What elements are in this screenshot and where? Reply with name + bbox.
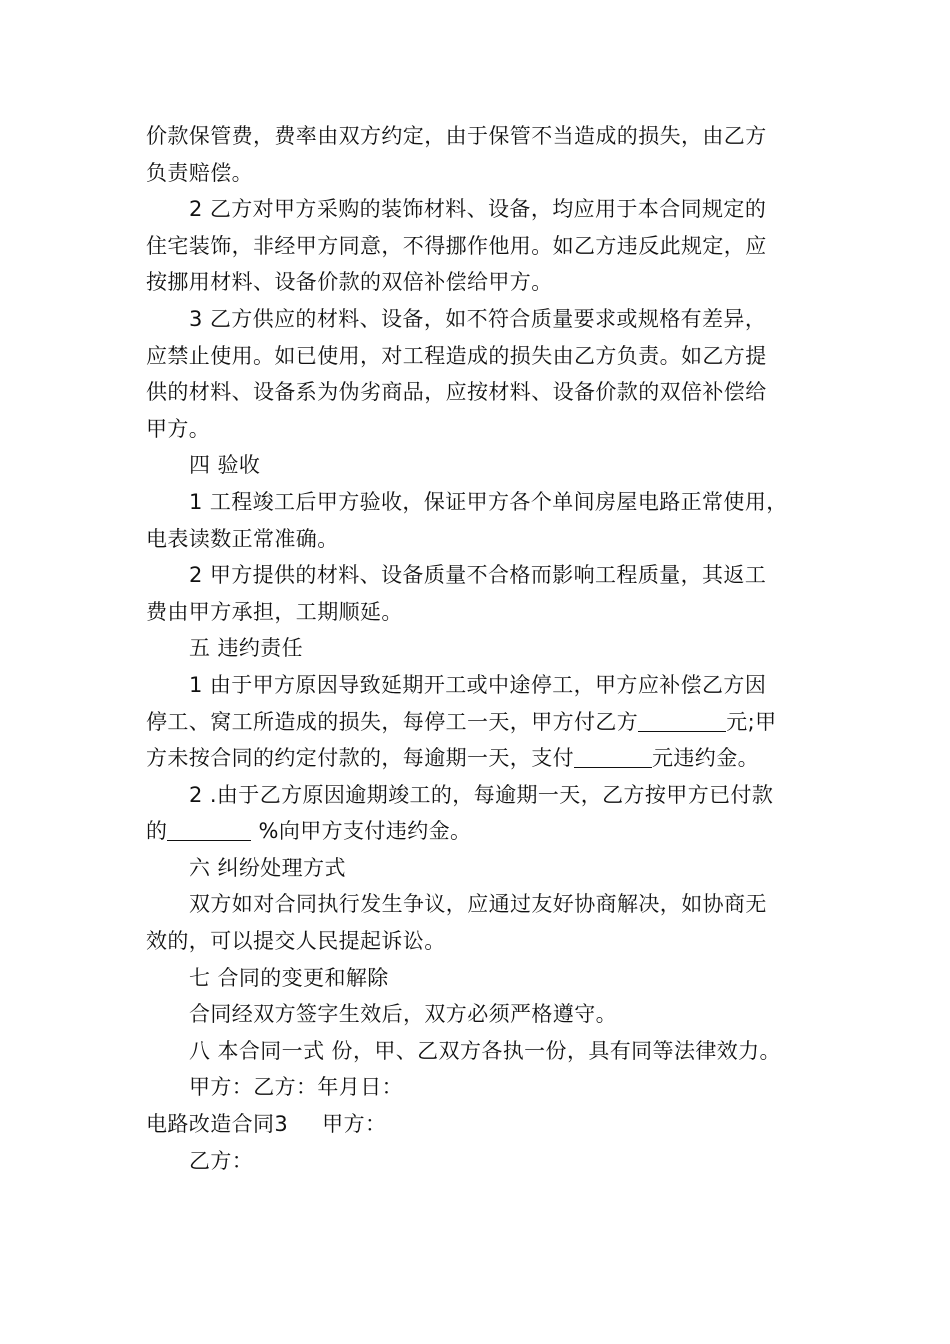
text-line: 费由甲方承担，工期顺延。: [146, 599, 403, 624]
text-line: 1 由于甲方原因导致延期开工或中途停工，甲方应补偿乙方因: [189, 672, 767, 697]
text-fragment: 的: [146, 819, 168, 844]
section-heading: 七 合同的变更和解除: [189, 965, 389, 990]
text-fragment: 方未按合同的约定付款的，每逾期一天，支付: [146, 746, 574, 771]
contract-title-line: [146, 1106, 836, 1143]
text-line: [146, 704, 836, 741]
text-line: 供的材料、设备系为伪劣商品，应按材料、设备价款的双倍补偿给: [146, 380, 767, 405]
text-line: 电表读数正常准确。: [146, 526, 339, 551]
text-line: 2 乙方对甲方采购的装饰材料、设备，均应用于本合同规定的: [189, 197, 767, 222]
text-line: 负责赔偿。: [146, 160, 253, 185]
text-line: 2 .由于乙方原因逾期竣工的，每逾期一天，乙方按甲方已付款: [189, 782, 774, 807]
section-heading: 六 纠纷处理方式: [189, 855, 346, 880]
party-a-label: 甲方：: [322, 1112, 387, 1137]
text-line: 2 甲方提供的材料、设备质量不合格而影响工程质量，其返工: [189, 563, 767, 588]
signature-line: 甲方：乙方：年月日：: [189, 1075, 403, 1100]
text-line: 1 工程竣工后甲方验收，保证甲方各个单间房屋电路正常使用，: [189, 489, 788, 514]
text-line: [146, 813, 836, 850]
text-line: 合同经双方签字生效后，双方必须严格遵守。: [189, 1002, 617, 1027]
text-fragment: 停工、窝工所造成的损失，每停工一天，甲方付乙方: [146, 709, 639, 734]
document-body: [146, 118, 836, 1179]
section-heading: 五 违约责任: [189, 636, 304, 661]
text-line: 双方如对合同执行发生争议，应通过友好协商解决，如协商无: [189, 892, 767, 917]
text-fragment: 元;甲: [726, 709, 777, 734]
party-b-label: 乙方：: [189, 1148, 254, 1173]
fill-in-blank[interactable]: [574, 766, 652, 768]
text-line: 效的，可以提交人民提起诉讼。: [146, 929, 446, 954]
text-line: 甲方。: [146, 416, 211, 441]
text-line: 价款保管费，费率由双方约定，由于保管不当造成的损失，由乙方: [146, 124, 767, 148]
text-line: 3 乙方供应的材料、设备，如不符合质量要求或规格有差异，: [189, 306, 767, 331]
text-line: 八 本合同一式 份，甲、乙双方各执一份，具有同等法律效力。: [189, 1038, 781, 1063]
text-line: 住宅装饰，非经甲方同意，不得挪作他用。如乙方违反此规定，应: [146, 233, 767, 258]
contract-title: 电路改造合同3: [146, 1112, 289, 1137]
text-line: 应禁止使用。如已使用，对工程造成的损失由乙方负责。如乙方提: [146, 343, 767, 368]
text-fragment: %向甲方支付违约金。: [251, 819, 472, 844]
text-fragment: 元违约金。: [652, 746, 759, 771]
section-heading: 四 验收: [189, 453, 261, 478]
fill-in-blank[interactable]: [167, 839, 251, 841]
text-line: 按挪用材料、设备价款的双倍补偿给甲方。: [146, 270, 553, 295]
text-line: [146, 740, 836, 777]
fill-in-blank[interactable]: [638, 730, 726, 732]
